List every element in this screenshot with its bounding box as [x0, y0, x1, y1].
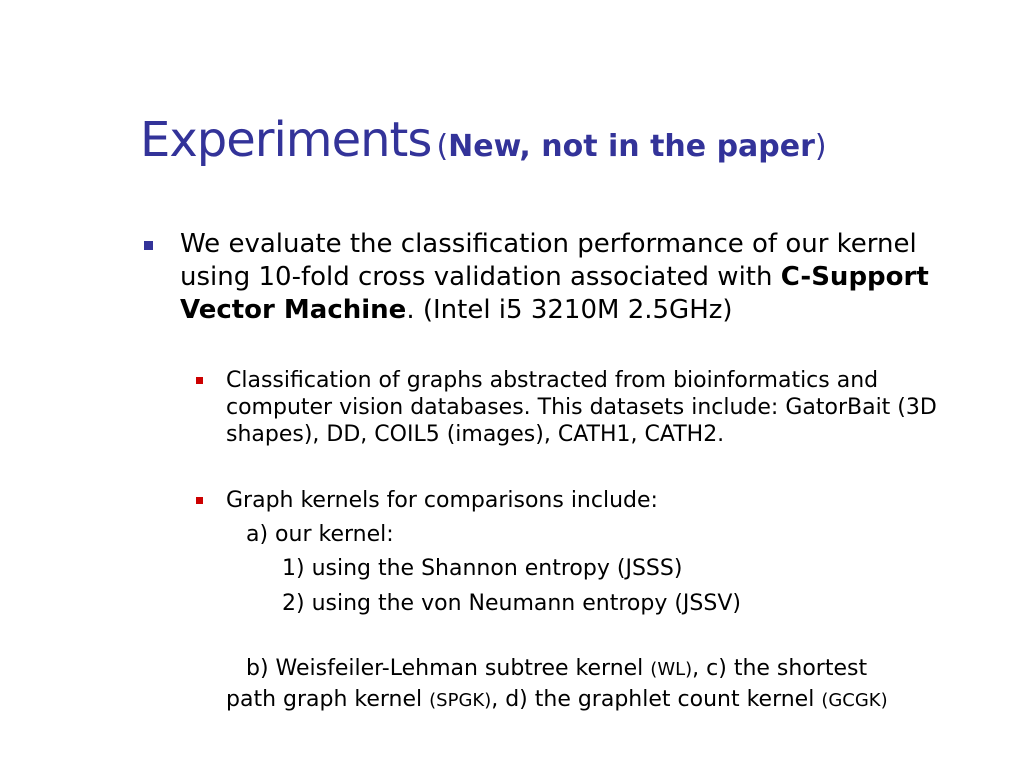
title-subtitle — [436, 129, 826, 164]
main-bullet — [180, 228, 980, 327]
kernel-b-line — [246, 655, 867, 683]
sub-bullet-datasets — [226, 367, 986, 448]
kernel-cd-line — [226, 686, 888, 714]
title-main: Experiments — [140, 112, 432, 168]
kernel-d-text: , d) the graphlet count kernel — [491, 687, 822, 712]
kernel-a1-line: 1) using the Shannon entropy (JSSS) — [282, 556, 683, 581]
main-bullet-text-before: We evaluate the classification performance of our kernel using 10-fold cross validation associated with — [180, 229, 917, 292]
sub-bullet-datasets-text: Classification of graphs abstracted from bioinformatics and computer vision databases. This datasets include: GatorBait (3D shapes), DD, COIL5 (images), CATH1, CATH2. — [226, 368, 937, 447]
kernel-b-abbr: (WL) — [650, 659, 693, 680]
sub-bullet-kernels-text: Graph kernels for comparisons include: — [226, 488, 658, 513]
kernel-b-text: b) Weisfeiler-Lehman subtree kernel — [246, 656, 651, 681]
sub-bullet-kernels — [226, 487, 986, 514]
kernel-path-text: path graph kernel — [226, 687, 430, 712]
red-square-bullet-icon — [196, 497, 203, 504]
main-bullet-bold: C-Support Vector Machine — [180, 262, 929, 325]
kernel-a2-line: 2) using the von Neumann entropy (JSSV) — [282, 591, 741, 616]
main-bullet-text-after: . (Intel i5 3210M 2.5GHz) — [406, 295, 733, 325]
subtitle-close-paren: ) — [814, 129, 827, 164]
red-square-bullet-icon — [196, 377, 203, 384]
slide-title — [140, 112, 827, 168]
subtitle-bold: New, not in the paper — [448, 129, 815, 164]
kernel-a-line: a) our kernel: — [246, 522, 394, 547]
kernel-d-abbr: (GCGK) — [821, 690, 888, 711]
kernel-c-text: , c) the shortest — [692, 656, 868, 681]
subtitle-open-paren: ( — [436, 129, 449, 164]
blue-square-bullet-icon — [144, 241, 153, 250]
kernel-c-abbr: (SPGK) — [429, 690, 492, 711]
